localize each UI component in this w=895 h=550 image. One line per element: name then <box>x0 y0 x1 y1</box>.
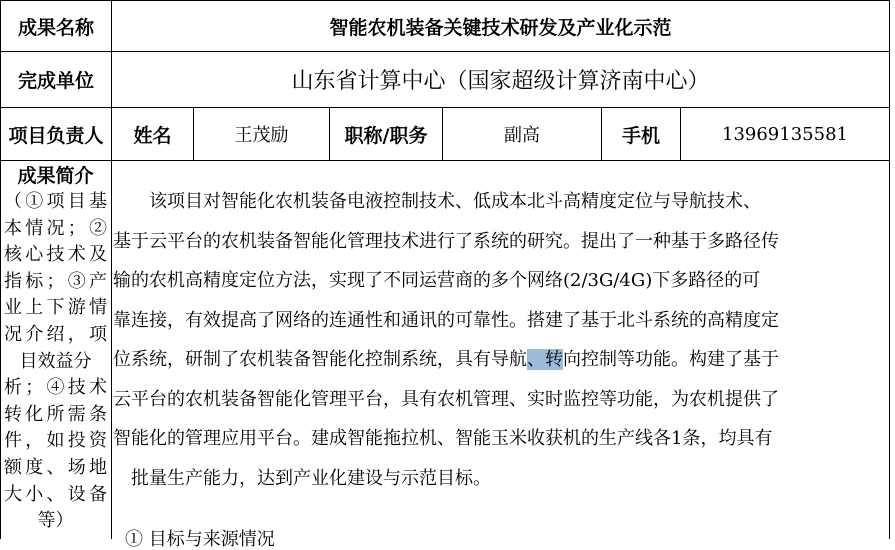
leader-phone-value: 13969135581 <box>722 123 848 145</box>
project-leader-label: 项目负责人 <box>8 124 104 147</box>
summary-label: 成果简介 <box>17 165 94 187</box>
summary-instructions-line: 析；④技术 <box>4 377 107 399</box>
summary-instructions <box>4 189 107 535</box>
summary-instructions-line: 核心技术及 <box>4 244 107 266</box>
leader-phone-label: 手机 <box>621 124 660 147</box>
leader-name-label: 姓名 <box>133 124 172 147</box>
summary-instructions-line: 况介绍，项 <box>4 323 107 345</box>
paragraph-line: 智能化的管理应用平台。建成智能拖拉机、智能玉米收获机的生产线各1条，均具有 <box>113 428 773 449</box>
paragraph-text-segment: 向控制等功能。构建了基于 <box>563 349 779 370</box>
paragraph-line: 输的农机高精度定位方法，实现了不同运营商的多个网络(2/3G/4G)下多路径的可 <box>113 270 761 291</box>
summary-instructions-line: 件，如投资 <box>4 430 107 452</box>
paragraph-line: 云平台的农机装备智能化管理平台，具有农机管理、实时监控等功能，为农机提供了 <box>113 388 779 410</box>
leader-title-label: 职称/职务 <box>344 124 428 147</box>
paragraph-line: 基于云平台的农机装备智能化管理技术进行了系统的研究。提出了一种基于多路径传 <box>113 230 779 252</box>
next-section-partial: ① 目标与来源情况 <box>125 529 275 550</box>
summary-instructions-line: 目效益分 <box>19 350 92 372</box>
summary-instructions-line: 业上下游情 <box>4 297 107 319</box>
paragraph-line: 该项目对智能化农机装备电液控制技术、低成本北斗高精度定位与导航技术、 <box>113 191 761 212</box>
leader-title-value: 副高 <box>504 125 540 146</box>
text-selection-highlight[interactable]: 、转 <box>527 349 563 370</box>
summary-instructions-line: （①项目基 <box>4 191 107 212</box>
leader-name-value: 王茂励 <box>234 125 289 146</box>
paragraph-line <box>113 340 891 380</box>
paragraph-text-segment: 位系统，研制了农机装备智能化控制系统，具有导航 <box>113 349 527 370</box>
paragraph-line: 靠连接，有效提高了网络的连通性和通讯的可靠性。搭建了基于北斗系统的高精度定 <box>113 309 779 331</box>
completion-unit-value: 山东省计算中心（国家超级计算济南中心） <box>291 69 710 94</box>
summary-instructions-line: 指标；③产 <box>4 270 107 292</box>
result-name-value: 智能农机装备关键技术研发及产业化示范 <box>329 16 672 39</box>
row-divider-3 <box>0 160 889 161</box>
summary-instructions-line: 额度、场地 <box>4 456 107 478</box>
result-name-label: 成果名称 <box>17 16 94 39</box>
summary-instructions-line: 等） <box>37 510 74 532</box>
summary-instructions-line: 本情况；② <box>4 217 107 239</box>
completion-unit-label: 完成单位 <box>17 70 94 92</box>
summary-instructions-line: 转化所需条 <box>4 403 107 425</box>
summary-instructions-line: 大小、设备 <box>4 483 107 505</box>
paragraph-line: 批量生产能力，达到产业化建设与示范目标。 <box>113 467 491 489</box>
summary-paragraph[interactable] <box>113 182 891 498</box>
